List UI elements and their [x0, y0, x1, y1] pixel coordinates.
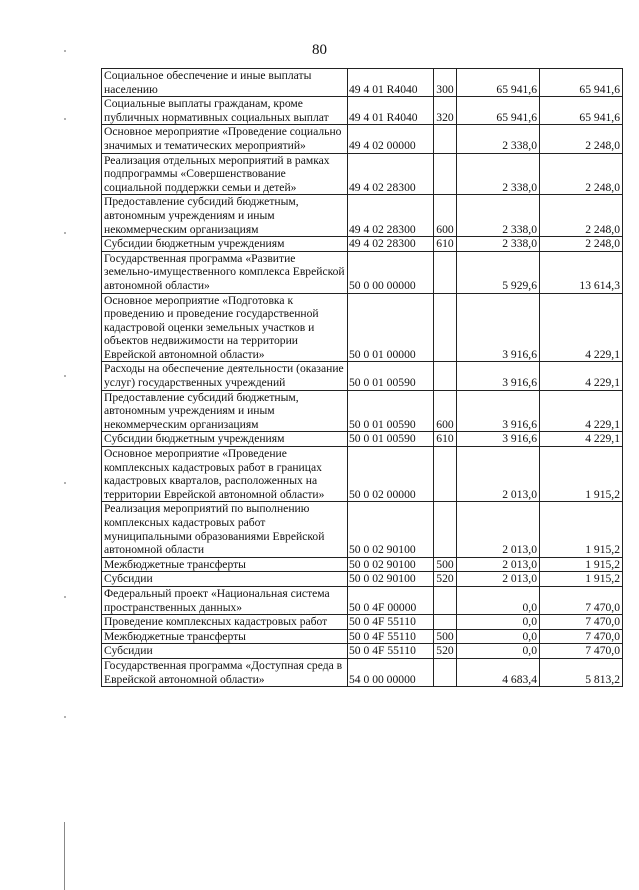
row-amount-1: 65 941,6 — [457, 97, 540, 125]
row-amount-1: 2 013,0 — [457, 557, 540, 572]
scan-edge-line — [64, 822, 65, 890]
scan-mark — [64, 50, 66, 52]
row-name: Субсидии бюджетным учреждениям — [102, 237, 348, 252]
table-row — [102, 237, 623, 252]
row-code: 50 0 01 00590 — [348, 362, 434, 390]
row-expense-type: 320 — [434, 97, 457, 125]
row-amount-2: 7 470,0 — [540, 615, 623, 630]
row-amount-2: 4 229,1 — [540, 390, 623, 432]
row-name: Государственная программа «Развитие земельно-имущественного комплекса Еврейской автономной области» — [102, 251, 348, 293]
row-amount-1: 0,0 — [457, 615, 540, 630]
row-amount-2: 4 229,1 — [540, 362, 623, 390]
row-amount-2: 1 915,2 — [540, 502, 623, 557]
row-amount-2: 2 248,0 — [540, 125, 623, 153]
row-expense-type: 300 — [434, 69, 457, 97]
row-amount-1: 0,0 — [457, 629, 540, 644]
scan-mark — [64, 716, 66, 718]
table-row — [102, 251, 623, 293]
row-code: 50 0 4F 55110 — [348, 629, 434, 644]
table-row — [102, 293, 623, 362]
row-name: Основное мероприятие «Проведение социально значимых и тематических мероприятий» — [102, 125, 348, 153]
row-expense-type — [434, 586, 457, 614]
row-expense-type: 610 — [434, 432, 457, 447]
row-expense-type: 610 — [434, 237, 457, 252]
table-row — [102, 362, 623, 390]
row-name: Межбюджетные трансферты — [102, 557, 348, 572]
row-name: Субсидии — [102, 644, 348, 659]
row-amount-1: 4 683,4 — [457, 658, 540, 686]
table-row — [102, 69, 623, 97]
row-expense-type — [434, 293, 457, 362]
scan-mark — [64, 375, 66, 377]
table-row — [102, 97, 623, 125]
row-code: 50 0 02 90100 — [348, 557, 434, 572]
row-code: 50 0 4F 55110 — [348, 644, 434, 659]
row-amount-2: 7 470,0 — [540, 586, 623, 614]
row-amount-2: 7 470,0 — [540, 629, 623, 644]
row-code: 50 0 4F 00000 — [348, 586, 434, 614]
row-expense-type: 520 — [434, 644, 457, 659]
row-expense-type — [434, 153, 457, 195]
row-code: 50 0 00 00000 — [348, 251, 434, 293]
row-code: 49 4 01 R4040 — [348, 69, 434, 97]
row-amount-1: 3 916,6 — [457, 362, 540, 390]
row-name: Межбюджетные трансферты — [102, 629, 348, 644]
table-row — [102, 447, 623, 502]
row-code: 50 0 02 00000 — [348, 447, 434, 502]
row-code: 50 0 01 00590 — [348, 390, 434, 432]
row-code: 50 0 02 90100 — [348, 502, 434, 557]
table-row — [102, 195, 623, 237]
row-name: Предоставление субсидий бюджетным, автономным учреждениям и иным некоммерческим организациям — [102, 390, 348, 432]
table-row — [102, 615, 623, 630]
row-amount-1: 2 338,0 — [457, 237, 540, 252]
row-amount-1: 2 013,0 — [457, 447, 540, 502]
row-code: 54 0 00 00000 — [348, 658, 434, 686]
row-code: 50 0 02 90100 — [348, 572, 434, 587]
row-expense-type — [434, 125, 457, 153]
row-expense-type — [434, 447, 457, 502]
table-row — [102, 629, 623, 644]
row-name: Реализация мероприятий по выполнению комплексных кадастровых работ муниципальными образованиями Еврейской автономной области — [102, 502, 348, 557]
row-amount-2: 13 614,3 — [540, 251, 623, 293]
scan-mark — [64, 232, 66, 234]
row-expense-type — [434, 658, 457, 686]
row-code: 49 4 01 R4040 — [348, 97, 434, 125]
row-amount-1: 3 916,6 — [457, 293, 540, 362]
row-code: 50 0 01 00590 — [348, 432, 434, 447]
row-amount-1: 2 338,0 — [457, 153, 540, 195]
row-amount-1: 5 929,6 — [457, 251, 540, 293]
row-name: Социальное обеспечение и иные выплаты населению — [102, 69, 348, 97]
row-amount-2: 5 813,2 — [540, 658, 623, 686]
row-amount-1: 0,0 — [457, 644, 540, 659]
row-amount-2: 2 248,0 — [540, 195, 623, 237]
row-name: Социальные выплаты гражданам, кроме публичных нормативных социальных выплат — [102, 97, 348, 125]
table-row — [102, 586, 623, 614]
row-code: 50 0 01 00000 — [348, 293, 434, 362]
row-amount-2: 1 915,2 — [540, 557, 623, 572]
row-name: Субсидии — [102, 572, 348, 587]
row-amount-1: 2 013,0 — [457, 502, 540, 557]
row-amount-2: 2 248,0 — [540, 237, 623, 252]
table-row — [102, 125, 623, 153]
row-amount-1: 2 013,0 — [457, 572, 540, 587]
row-name: Федеральный проект «Национальная система пространственных данных» — [102, 586, 348, 614]
row-amount-2: 4 229,1 — [540, 293, 623, 362]
row-name: Предоставление субсидий бюджетным, автономным учреждениям и иным некоммерческим организациям — [102, 195, 348, 237]
row-amount-2: 2 248,0 — [540, 153, 623, 195]
row-amount-1: 3 916,6 — [457, 390, 540, 432]
row-expense-type: 500 — [434, 557, 457, 572]
row-amount-2: 65 941,6 — [540, 97, 623, 125]
row-name: Проведение комплексных кадастровых работ — [102, 615, 348, 630]
row-name: Основное мероприятие «Проведение комплексных кадастровых работ в границах кадастровых кварталов, расположенных на территории Еврейской автономной области» — [102, 447, 348, 502]
row-amount-1: 2 338,0 — [457, 195, 540, 237]
table-row — [102, 572, 623, 587]
table-row — [102, 658, 623, 686]
row-code: 49 4 02 28300 — [348, 237, 434, 252]
row-code: 49 4 02 28300 — [348, 195, 434, 237]
row-expense-type: 600 — [434, 390, 457, 432]
scan-mark — [64, 482, 66, 484]
row-code: 50 0 4F 55110 — [348, 615, 434, 630]
row-expense-type: 500 — [434, 629, 457, 644]
table-row — [102, 432, 623, 447]
row-name: Основное мероприятие «Подготовка к проведению и проведение государственной кадастровой оценки земельных участков и объектов недвижимости на территории Еврейской автономной области» — [102, 293, 348, 362]
page-number: 80 — [312, 42, 327, 58]
row-code: 49 4 02 00000 — [348, 125, 434, 153]
row-amount-1: 3 916,6 — [457, 432, 540, 447]
table-row — [102, 557, 623, 572]
row-name: Расходы на обеспечение деятельности (оказание услуг) государственных учреждений — [102, 362, 348, 390]
row-expense-type — [434, 615, 457, 630]
row-amount-1: 65 941,6 — [457, 69, 540, 97]
table-row — [102, 502, 623, 557]
row-amount-2: 4 229,1 — [540, 432, 623, 447]
row-name: Субсидии бюджетным учреждениям — [102, 432, 348, 447]
row-amount-2: 1 915,2 — [540, 572, 623, 587]
row-amount-1: 0,0 — [457, 586, 540, 614]
budget-table — [101, 68, 623, 687]
row-name: Реализация отдельных мероприятий в рамках подпрограммы «Совершенствование социальной поддержки семьи и детей» — [102, 153, 348, 195]
row-amount-1: 2 338,0 — [457, 125, 540, 153]
table-row — [102, 644, 623, 659]
row-expense-type: 520 — [434, 572, 457, 587]
budget-table-body — [102, 69, 623, 687]
scan-mark — [64, 118, 66, 120]
row-amount-2: 7 470,0 — [540, 644, 623, 659]
row-name: Государственная программа «Доступная среда в Еврейской автономной области» — [102, 658, 348, 686]
row-amount-2: 1 915,2 — [540, 447, 623, 502]
row-expense-type — [434, 502, 457, 557]
table-row — [102, 390, 623, 432]
row-expense-type: 600 — [434, 195, 457, 237]
table-row — [102, 153, 623, 195]
row-code: 49 4 02 28300 — [348, 153, 434, 195]
scan-mark — [64, 596, 66, 598]
row-expense-type — [434, 362, 457, 390]
row-expense-type — [434, 251, 457, 293]
row-amount-2: 65 941,6 — [540, 69, 623, 97]
